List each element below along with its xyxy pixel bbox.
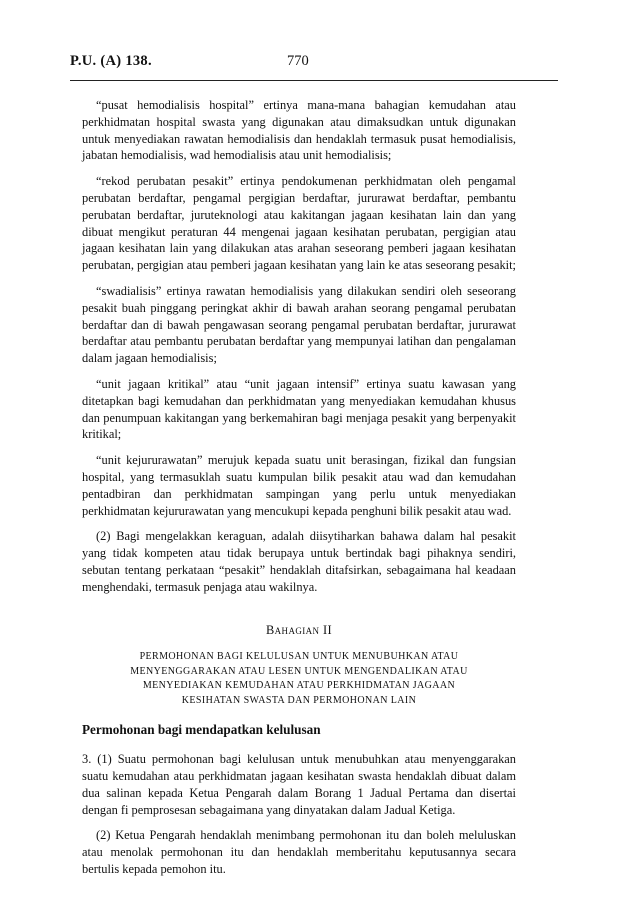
- part-title: [82, 650, 516, 708]
- header-rule: [70, 80, 558, 81]
- section-paragraph: (2) Ketua Pengarah hendaklah menimbang permohonan itu dan boleh meluluskan atau menolak permohonan itu dan hendaklah memberitahu keputusannya secara bertulis kepada pemohon itu.: [82, 828, 516, 876]
- part-title-line: MENYEDIAKAN KEMUDAHAN ATAU PERKHIDMATAN JAGAAN: [142, 680, 456, 692]
- definition-paragraph: “unit kejururawatan” merujuk kepada suatu unit berasingan, fizikal dan fungsian hospital, yang termasuklah suatu kumpulan bilik pesakit atau wad dan kemudahan pentadbiran dan perkhidmatan sampingan yang perlu untuk menyediakan perkhidmatan kejururawatan yang mencukupi kepada penghuni bilik pesakit atau wad.: [82, 453, 516, 518]
- definition-paragraph: “rekod perubatan pesakit” ertinya pendokumenan perkhidmatan oleh pengamal perubatan berdaftar, pengamal pergigian berdaftar, jururawat berdaftar, pembantu perubatan berdaftar, juruteknologi atau kakitangan jagaan kesihatan lain dan yang dibuat mengikut peraturan 44 mengenai jagaan kesihatan perubatan, pergigian atau jagaan kesihatan lain yang dilakukan atas arahan seseorang pemberi jagaan kesihatan perubatan, pergigian atau pemberi jagaan kesihatan yang lain ke atas seseorang pesakit;: [82, 174, 516, 273]
- part-heading: [82, 622, 516, 639]
- part-title-line: KESIHATAN SWASTA DAN PERMOHONAN LAIN: [181, 694, 417, 706]
- part-label: Bahagian: [265, 622, 320, 637]
- part-title-line: PERMOHONAN BAGI KELULUSAN UNTUK MENUBUHKAN ATAU: [139, 651, 459, 663]
- definition-paragraph: “unit jagaan kritikal” atau “unit jagaan intensif” ertinya suatu kawasan yang ditetapkan bagi kemudahan dan perkhidmatan yang menyediakan kemudahan khusus dan penumpuan kakitangan yang berkemahiran bagi menjaga pesakit yang berpenyakit kritikal;: [82, 376, 516, 442]
- document-body: [82, 97, 516, 887]
- definition-paragraph: “swadialisis” ertinya rawatan hemodialisis yang dilakukan sendiri oleh seseorang pesakit buah pinggang peringkat akhir di bawah arahan seorang pengamal perubatan berdaftar dan di bawah pengawasan seorang pengamal perubatan berdaftar, jururawat berdaftar atau pembantu perubatan berdaftar yang mempunyai latihan dan pengalaman dalam jagaan hemodialisis;: [82, 283, 516, 366]
- section-paragraph: 3. (1) Suatu permohonan bagi kelulusan untuk menubuhkan atau menyenggarakan suatu kemudahan atau perkhidmatan jagaan kesihatan swasta hendaklah dibuat dalam dua salinan kepada Ketua Pengarah dalam Borang 1 Jadual Pertama dan disertai dengan fi pemprosesan sebagaimana yang dinyatakan dalam Jadual Ketiga.: [82, 752, 516, 817]
- section-heading: Permohonan bagi mendapatkan kelulusan: [82, 722, 321, 738]
- part-title-line: MENYENGGARAKAN ATAU LESEN UNTUK MENGENDALIKAN ATAU: [130, 665, 468, 677]
- definition-paragraph: “pusat hemodialisis hospital” ertinya mana-mana bahagian kemudahan atau perkhidmatan hospital swasta yang digunakan atau dimaksudkan untuk digunakan untuk menyediakan rawatan hemodialisis dan hendaklah termasuk pusat hemodialisis, jabatan hemodialisis, wad hemodialisis atau unit hemodialisis;: [82, 98, 516, 163]
- gazette-reference: P.U. (A) 138.: [70, 53, 152, 69]
- part-numeral: II: [322, 622, 333, 637]
- page-number: 770: [287, 53, 309, 69]
- subsection-paragraph: (2) Bagi mengelakkan keraguan, adalah diisytiharkan bahawa dalam hal pesakit yang tidak kompeten atau tidak berupaya untuk bertindak bagi pihaknya sendiri, sebutan tentang perkataan “pesakit” hendaklah ditafsirkan, sebagaimana hal keadaan menghendaki, termasuk penjaga atau wakilnya.: [82, 529, 516, 594]
